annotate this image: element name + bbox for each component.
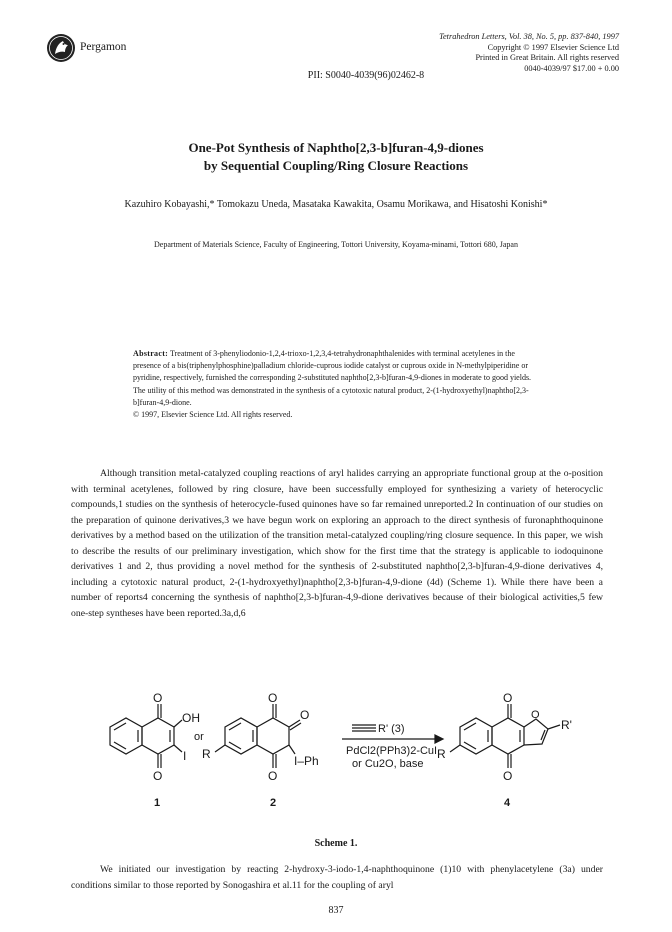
compound-4-r-group: R [437, 747, 446, 761]
compound-2-label: 2 [270, 797, 277, 809]
compound-2-iodonium: I–Ph [294, 754, 319, 768]
article-title [0, 139, 672, 175]
copyright-line: Copyright © 1997 Elsevier Science Ltd [487, 42, 619, 52]
page-number: 837 [328, 905, 344, 916]
compound-2-side-oxygen: O [300, 708, 310, 722]
journal-citation: Tetrahedron Letters, Vol. 38, No. 5, pp. 837-840, 1997 [439, 32, 619, 41]
affiliation: Department of Materials Science, Faculty of Engineering, Tottori University, Koyama-minami, Tottori 680, Japan [154, 240, 518, 249]
compound-4-rprime-group: R' [561, 718, 572, 732]
compound-1-label: 1 [154, 797, 161, 809]
compound-2-structure [215, 704, 301, 768]
compound-1-structure [110, 704, 182, 768]
compound-1-iodine: I [183, 749, 187, 763]
price-line: 0040-4039/97 $17.00 + 0.00 [524, 63, 619, 73]
compound-4-furan-oxygen: O [531, 709, 540, 721]
title-line-2: by Sequential Coupling/Ring Closure Reactions [203, 158, 469, 173]
compound-4-label: 4 [504, 797, 511, 809]
pergamon-logo-icon [46, 33, 76, 63]
reaction-arrow-head [435, 735, 443, 743]
compound-1-top-oxygen: O [153, 691, 163, 705]
compound-4-top-oxygen: O [503, 691, 513, 705]
scheme-1-diagram [90, 672, 590, 822]
or-label: or [194, 731, 204, 743]
printed-line: Printed in Great Britain. All rights reserved [475, 53, 619, 63]
reagent-catalyst: PdCl2(PPh3)2-CuI [346, 745, 438, 757]
journal-info [319, 32, 619, 74]
compound-2-bottom-oxygen: O [268, 769, 278, 783]
compound-1-oh-group: OH [182, 711, 200, 725]
reagent-alkyne: R' (3) [378, 723, 405, 735]
compound-2-r-group: R [202, 747, 211, 761]
body-paragraph-1: Although transition metal-catalyzed coupling reactions of aryl halides carrying an appropriate functional group at the o-position with terminal acetylenes, followed by ring closure, have been successfully employed for synthesizing a variety of heterocyclic compounds,1 studies on the synthesis of heterocycle-fused quinones have so far remained unreported.2 In continuation of our studies on the preparation of quinone derivatives,3 we have begun work on exploring an approach to the direct synthesis of furonaphthoquinone derivatives by a method based on the utilization of the transition metal-catalyzed coupling/ring closure sequence. In this paper, we wish to describe the results of our preliminary investigation, which show for the first time that the strategy is applicable to iodoquinone derivatives 1 and 2, thus providing a novel method for the synthesis of 2-substituted naphtho[2,3-b]furan-4,9-dione derivatives 4, including a cytotoxic natural product, 2-(1-hydroxyethyl)naphtho[2,3-b]furan-4,9-dione (4d) (Scheme 1). While there have been a number of reports4 concerning the synthesis of naphtho[2,3-b]furan-4,9-dione derivatives because of their biological activities,5 few one-step syntheses have been reported.3a,d,6 [71, 468, 603, 619]
body-paragraph-2: We initiated our investigation by reacting 2-hydroxy-3-iodo-1,4-naphthoquinone (1)10 with phenylacetylene (3a) under conditions similar to those reported by Sonogashira et al.11 for the coupling of aryl [71, 864, 603, 891]
publisher-name: Pergamon [80, 41, 127, 53]
abstract-copyright: © 1997, Elsevier Science Ltd. All rights reserved. [133, 410, 293, 420]
author-list: Kazuhiro Kobayashi,* Tomokazu Uneda, Masataka Kawakita, Osamu Morikawa, and Hisatoshi Konishi* [124, 199, 548, 210]
compound-2-top-oxygen: O [268, 691, 278, 705]
compound-1-bottom-oxygen: O [153, 769, 163, 783]
abstract-label: Abstract: [133, 349, 169, 358]
abstract-text: Treatment of 3-phenyliodonio-1,2,4-trioxo-1,2,3,4-tetrahydronaphthalenides with terminal acetylenes in the presence of a bis(triphenylphosphine)palladium chloride-cuprous iodide catalyst or cuprous oxide in N-methylpiperidine or pyridine, respectively, furnished the corresponding 2-substituted naphtho[2,3-b]furan-4,9-diones in moderate to good yields. The utility of this method was demonstrated in the synthesis of a cytotoxic natural product, 2-(1-hydroxyethyl)naphtho[2,3-b]furan-4,9-dione. [133, 349, 532, 407]
scheme-caption: Scheme 1. [314, 838, 358, 849]
pii-identifier: PII: S0040-4039(96)02462-8 [307, 70, 425, 81]
abstract [133, 348, 543, 421]
reagent-alkyne-line [352, 725, 376, 731]
compound-4-bottom-oxygen: O [503, 769, 513, 783]
title-line-1: One-Pot Synthesis of Naphtho[2,3-b]furan-4,9-diones [188, 140, 484, 155]
compound-4-structure [450, 704, 560, 768]
reagent-alternative: or Cu2O, base [352, 758, 424, 770]
